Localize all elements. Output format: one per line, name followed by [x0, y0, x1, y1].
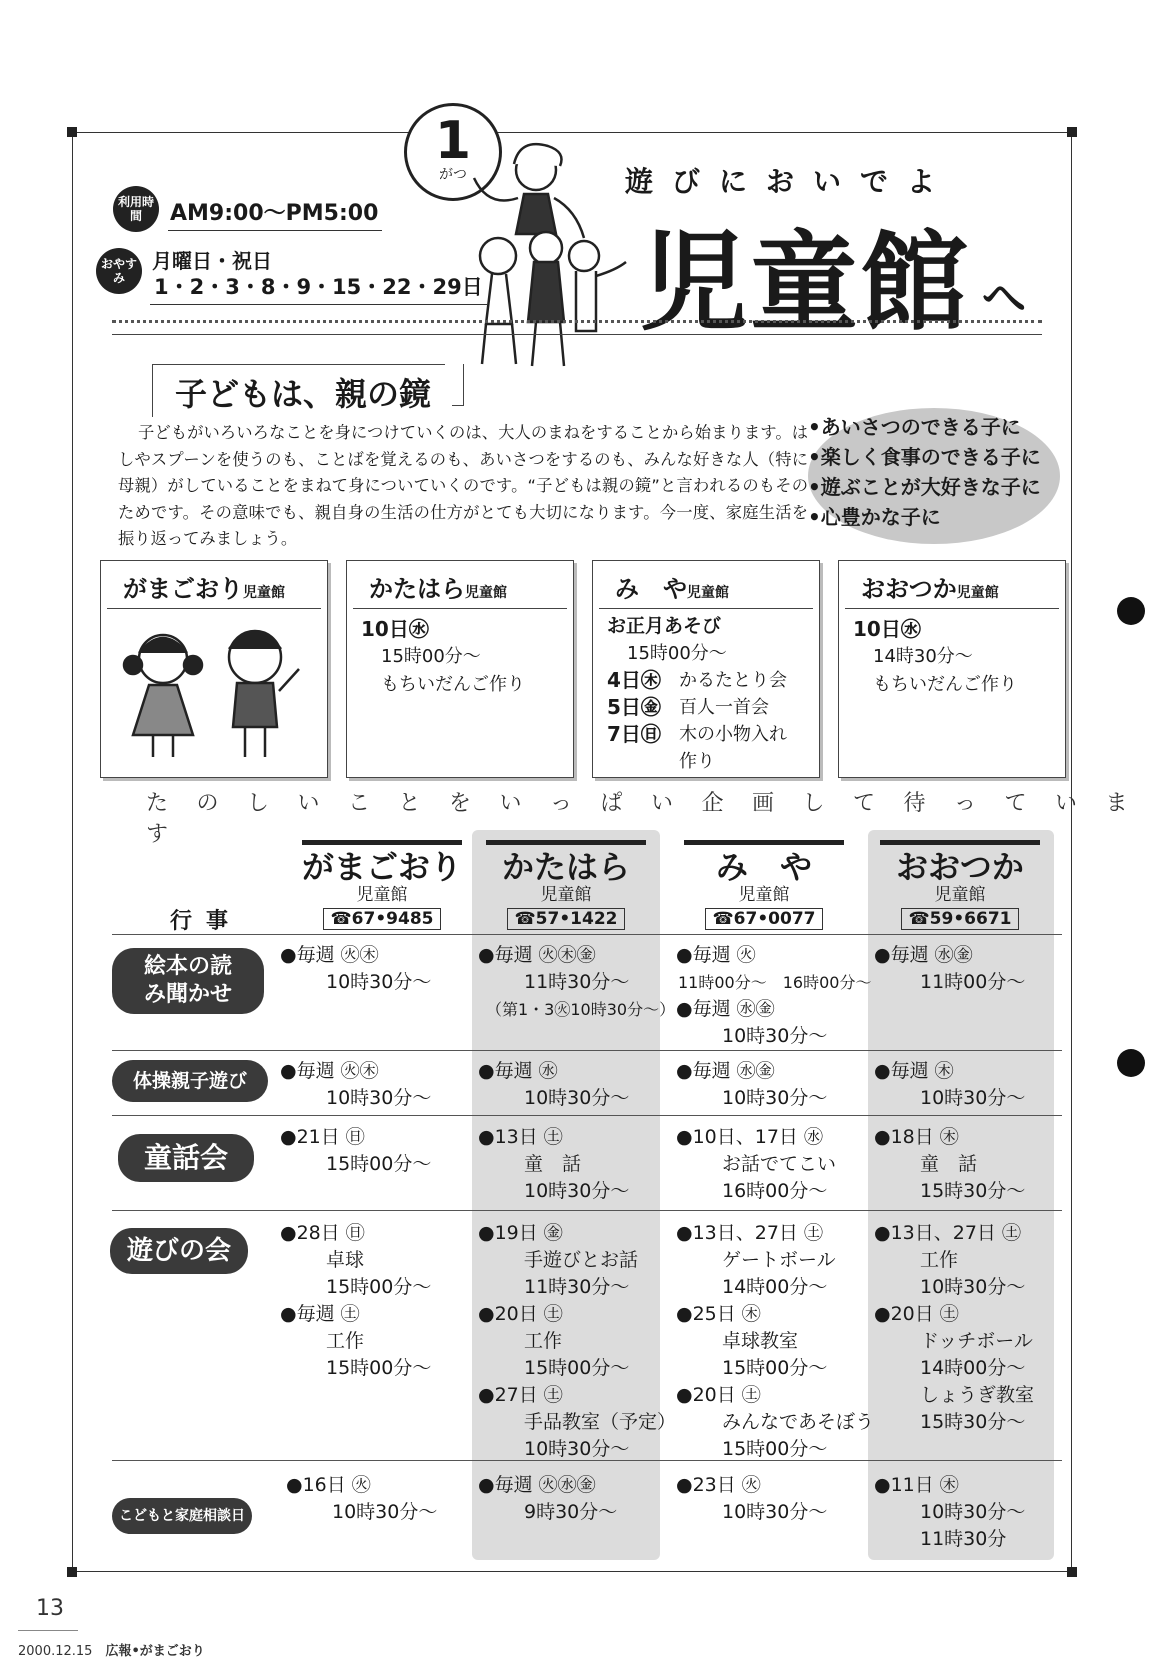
schedule-cell: ●毎週 ㊋㊍ 10時30分〜	[280, 944, 432, 993]
schedule-cell: ●11日 ㊍ 10時30分〜 11時30分	[874, 1474, 1026, 1550]
event-row: 7日㊐ 木の小物入れ作り	[607, 722, 787, 772]
event-box-otsuka	[838, 560, 1066, 778]
schedule-cell: ●毎週 ㊋㊌㊎ 9時30分〜	[478, 1474, 618, 1523]
schedule-cell: ●28日 ㊐ 卓球 15時00分〜 ●毎週 ㊏ 工作 15時00分〜	[280, 1222, 432, 1379]
ideal-item: •楽しく食事のできる子に	[808, 445, 1041, 469]
schedule-cell: ●毎週 ㊋㊍㊎ 11時30分〜 （第1・3㊋10時30分〜）	[478, 944, 676, 1019]
row-label-consultation: こどもと家庭相談日	[112, 1498, 252, 1534]
row-label-play: 遊びの会	[110, 1228, 248, 1274]
event-box-miya	[592, 560, 820, 778]
frame-corner	[1067, 1567, 1077, 1577]
event-desc: もちいだんご作り	[873, 674, 1017, 695]
event-desc: もちいだんご作り	[381, 674, 525, 695]
tagline: たのしいことをいっぱい企画して待っています	[146, 791, 1157, 847]
schedule-cell: ●18日 ㊍ 童 話 15時30分〜	[874, 1126, 1026, 1202]
table-rule	[112, 934, 1062, 935]
event-box-title: み や児童館	[599, 561, 813, 609]
event-row: 4日㊍ かるたとり会	[607, 668, 787, 692]
frame-corner	[67, 127, 77, 137]
essay-title-bracket	[452, 364, 464, 406]
phone-number: ☎67•0077	[705, 908, 822, 930]
schedule-cell: ●19日 ㊎ 手遊びとお話 11時30分〜 ●20日 ㊏ 工作 15時00分〜 ●27日 ㊏ 手品教室（予定） 10時30分〜	[478, 1222, 677, 1460]
event-box-katahara	[346, 560, 574, 778]
schedule-cell: ●毎週 ㊌㊎ 10時30分〜	[676, 1060, 828, 1109]
event-box-gamagori	[100, 560, 328, 778]
ideals-list	[808, 412, 1041, 532]
footer-publication: 2000.12.15 広報•がまごおり	[18, 1644, 205, 1659]
schedule-cell: ●13日 ㊏ 童 話 10時30分〜	[478, 1126, 630, 1202]
closed-days: 月曜日・祝日	[152, 249, 272, 273]
table-rule	[112, 1210, 1062, 1211]
column-header-miya: み や 児童館 ☎67•0077	[674, 840, 854, 930]
ideal-item: •遊ぶことが大好きな子に	[808, 475, 1041, 499]
schedule-cell: ●毎週 ㊍ 10時30分〜	[874, 1060, 1026, 1109]
hours-badge: 利用時間	[113, 186, 159, 232]
event-box-title: がまごおり児童館	[107, 561, 321, 609]
divider	[112, 334, 1042, 335]
schedule-cell: ●毎週 ㊋ 11時00分〜 16時00分〜 ●毎週 ㊌㊎ 10時30分〜	[676, 944, 872, 1047]
column-header-katahara: かたはら 児童館 ☎57•1422	[476, 840, 656, 930]
divider-dotted	[112, 320, 1042, 323]
essay-body: 子どもがいろいろなことを身につけていくのは、大人のまねをすることから始まります。はしやスプーンを使うのも、ことばを覚えるのも、あいさつをするのも、みんな好きな人（特に母親）がしていることをまねて身についていくのです。“子どもは親の鏡”と言われるのもそのためです。その意味でも、親自身の生活の仕方がとても大切になります。今一度、家庭生活を振り返ってみましょう。	[118, 423, 808, 548]
page-number: 13	[36, 1596, 64, 1621]
ideal-item: •心豊かな子に	[808, 505, 941, 529]
page-title: 児童館	[640, 221, 971, 346]
column-header-gamagori: がまごおり 児童館 ☎67•9485	[292, 840, 472, 930]
month-number: 1	[434, 111, 472, 171]
schedule-cell: ●21日 ㊐ 15時00分〜	[280, 1126, 432, 1175]
punch-hole	[1117, 1049, 1145, 1077]
children-illustration	[101, 609, 321, 769]
phone-number: ☎57•1422	[507, 908, 624, 930]
row-label-exercise: 体操親子遊び	[112, 1060, 268, 1102]
closed-badge: おやすみ	[96, 248, 142, 294]
phone-number: ☎67•9485	[323, 908, 440, 930]
schedule-cell: ●毎週 ㊌㊎ 11時00分〜	[874, 944, 1026, 993]
event-date: 10日㊌	[361, 617, 429, 641]
month-unit: がつ	[439, 167, 467, 183]
ideal-item: •あいさつのできる子に	[808, 415, 1021, 439]
opening-hours: AM9:00〜PM5:00	[168, 196, 382, 231]
event-time: 15時00分〜	[381, 646, 481, 667]
schedule-cell: ●16日 ㊋ 10時30分〜	[286, 1474, 438, 1523]
schedule-cell: ●13日、27日 ㊏ ゲートボール 14時00分〜 ●25日 ㊍ 卓球教室 15時00分〜 ●20日 ㊏ みんなであそぼう 15時00分〜	[676, 1222, 875, 1460]
event-time: 15時00分〜	[627, 643, 727, 664]
phone-number: ☎59•6671	[901, 908, 1018, 930]
schedule-cell: ●10日、17日 ㊌ お話でてこい 16時00分〜	[676, 1126, 837, 1202]
frame-corner	[1067, 127, 1077, 137]
row-header-label: 行事	[170, 909, 243, 934]
event-title: お正月あそび	[607, 615, 722, 637]
closed-dates: 1・2・3・8・9・15・22・29日	[150, 271, 487, 305]
table-rule	[112, 1115, 1062, 1116]
schedule-cell: ●毎週 ㊌ 10時30分〜	[478, 1060, 630, 1109]
row-label-picture-book: 絵本の読み聞かせ	[112, 948, 264, 1014]
event-row: 5日㊎ 百人一首会	[607, 695, 769, 719]
punch-hole	[1117, 597, 1145, 625]
page-title-suffix: へ	[982, 273, 1026, 324]
footer-rule	[18, 1630, 78, 1631]
schedule-cell: ●13日、27日 ㊏ 工作 10時30分〜 ●20日 ㊏ ドッチボール 14時00分〜 しょうぎ教室 15時30分〜	[874, 1222, 1035, 1433]
event-time: 14時30分〜	[873, 646, 973, 667]
frame-corner	[67, 1567, 77, 1577]
event-date: 10日㊌	[853, 617, 921, 641]
event-box-title: おおつか児童館	[845, 561, 1059, 609]
table-rule	[112, 1050, 1062, 1051]
subtitle: 遊びにおいでよ	[625, 165, 955, 198]
event-box-title: かたはら児童館	[353, 561, 567, 609]
schedule-cell: ●23日 ㊋ 10時30分〜	[676, 1474, 828, 1523]
row-label-fairy-tale: 童話会	[118, 1134, 254, 1182]
schedule-cell: ●毎週 ㊋㊍ 10時30分〜	[280, 1060, 432, 1109]
essay-title: 子どもは、親の鏡	[152, 364, 445, 417]
family-illustration	[436, 136, 636, 376]
column-header-otsuka: おおつか 児童館 ☎59•6671	[870, 840, 1050, 930]
